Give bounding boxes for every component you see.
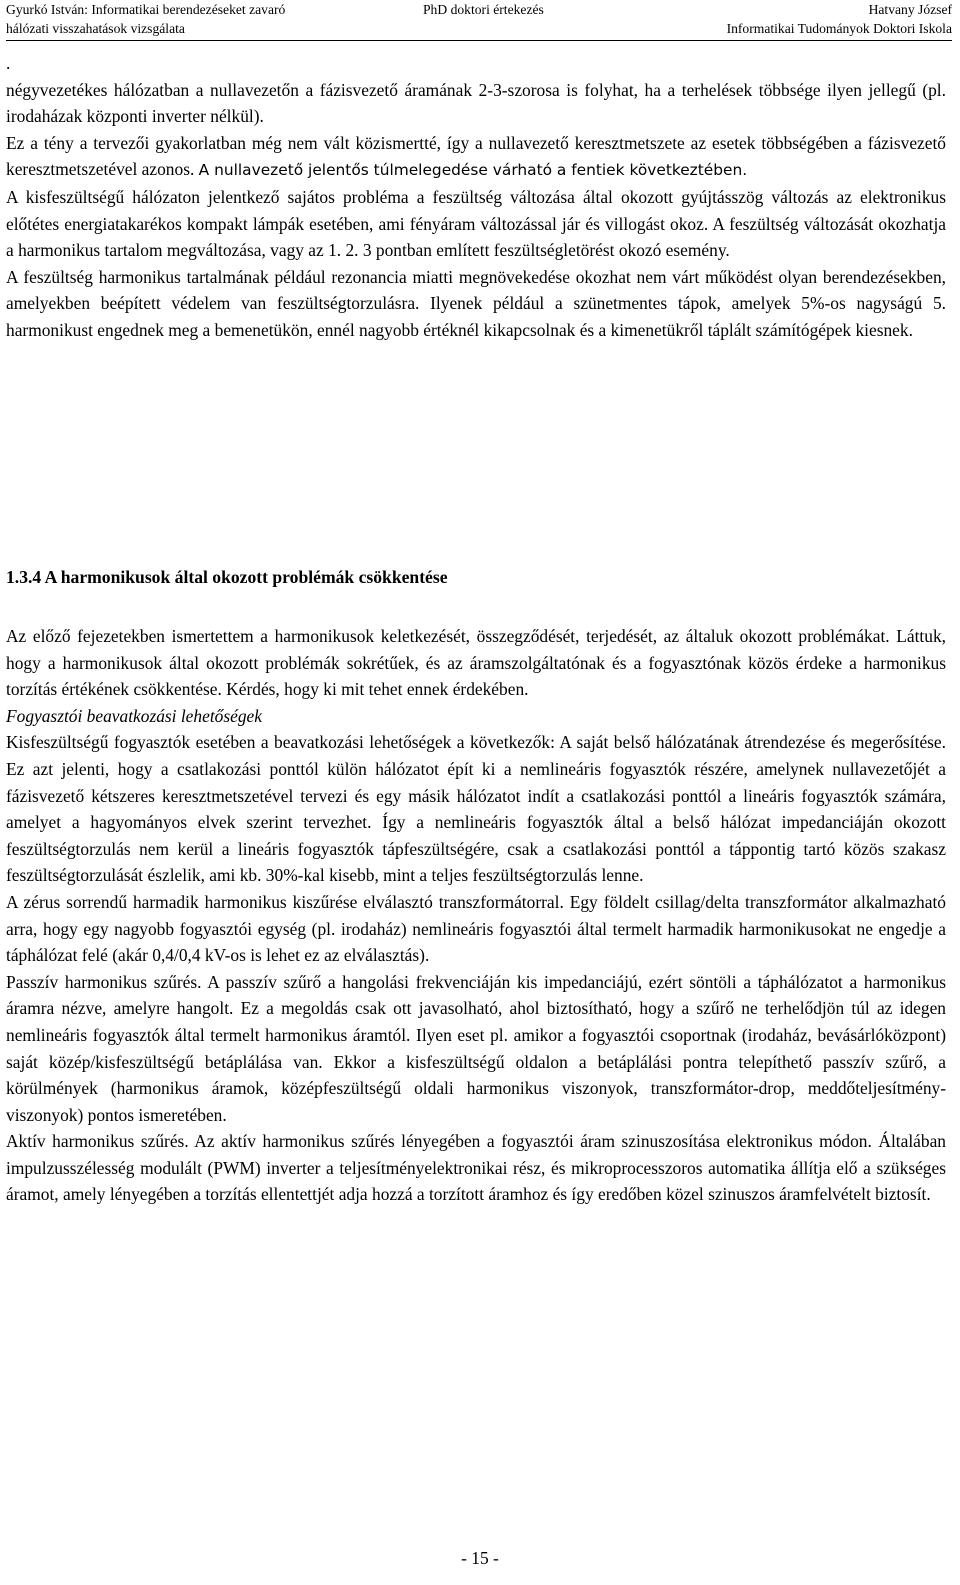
header-left-line2: hálózati visszahatások vizsgálata — [6, 21, 185, 36]
paragraph-neutral-cross-section-serif: Ez a tény a tervezői gyakorlatban még nem vált közismertté, így a nullavezető keresztmetszete az esetek többségében a fázisvezető keresztmetszetével azonos. — [6, 132, 946, 180]
leading-dot: . — [6, 53, 11, 73]
page-number: - 15 - — [461, 1548, 499, 1568]
paragraph-intro: Az előző fejezetekben ismertettem a harmonikusok keletkezését, összegződését, terjedését, az általuk okozott problémákat. Láttuk, hogy a harmonikusok által okozott problémák sokrétűek, és az áramszolgáltatónak és a fogyasztónak közös érdeke a harmonikus torzítás értékének csökkentése. Kérdés, hogy ki mit tehet ennek érdekében. — [6, 626, 946, 700]
header-right-line1: Hatvany József — [868, 2, 952, 17]
page-header — [6, 0, 952, 41]
paragraph-neutral-cross-section — [6, 130, 946, 184]
header-thesis-type — [423, 0, 544, 19]
header-middle: PhD doktori értekezés — [423, 2, 544, 17]
header-author-title — [6, 0, 285, 38]
paragraph-neutral-cross-section-sans: A nullavezető jelentős túlmelegedése várható a fentiek következtében. — [198, 161, 748, 180]
paragraph-neutral-current: négyvezetékes hálózatban a nullavezetőn a fázisvezető áramának 2-3-szorosa is folyhat, ha a terhelések többsége ilyen jellegű (pl. irodaházak központi inverter nélkül). — [6, 79, 946, 127]
paragraph-network-reorganization: Kisfeszültségű fogyasztók esetében a beavatkozási lehetőségek a következők: A saját belső hálózatának átrendezése és megerősítése. Ez azt jelenti, hogy a csatlakozási ponttól külön hálózatot épít ki a nemlineáris fogyasztók részére, amelynek nullavezetőjét a fázisvezető kétszeres keresztmetszetével tervezi és egy másik hálózatot indít a csatlakozási ponttól a lineáris fogyasztók számára, amelyet a hagyományos elvek szerint tervezhet. Így a nemlineáris fogyasztók által a belső hálózat impedanciáján okozott feszültségtorzulás nem kerül a lineáris fogyasztók tápfeszültségére, csak a csatlakozási ponttól a táppontig tartó közös szakasz feszültségtorzulását észlelik, ami kb. 30%-kal kisebb, mint a teljes feszültségtorzulás lenne. — [6, 732, 946, 886]
paragraph-flicker: A kisfeszültségű hálózaton jelentkező sajátos probléma a feszültség változása által okozott gyújtásszög változás az elektronikus előtétes energiatakarékos kompakt lámpák esetében, ami fényáram változással jár és villogást okoz. A feszültség változását okozhatja a harmonikus tartalom megváltozása, vagy az 1. 2. 3 pontban említett feszültségletörést okozó esemény. — [6, 186, 946, 261]
header-school — [727, 0, 952, 38]
paragraph-ups: A feszültség harmonikus tartalmának például rezonancia miatti megnövekedése okozhat nem várt működést olyan berendezésekben, amelyekben beépített védelem van feszültségtorzulásra. Ilyenek például a szünetmentes tápok, amelyek 5%-os nagyságú 5. harmonikust engednek meg a bemenetükön, ennél nagyobb értéknél kikapcsolnak és a kimenetükről táplált számítógépek kiesnek. — [6, 266, 946, 340]
header-left-line1: Gyurkó István: Informatikai berendezéseket zavaró — [6, 2, 286, 17]
paragraph-isolation-transformer: A zérus sorrendű harmadik harmonikus kiszűrése elválasztó transzformátorral. Egy földelt csillag/delta transzformátor alkalmazható arra, hogy egy nagyobb fogyasztói egység (pl. irodaház) nemlineáris fogyasztói által termelt harmadik harmonikusokat ne engedje a táphálózat felé (akár 0,4/0,4 kV-os is lehet ez az elválasztás). — [6, 891, 946, 966]
body-text-section — [6, 623, 946, 1208]
paragraph-passive-filter: Passzív harmonikus szűrés. A passzív szűrő a hangolási frekvenciáján kis impedanciájú, ezért söntöli a táphálózatot a harmonikus áramra nézve, amelyre hangolt. Ez a megoldás csak ott javasolható, ahol biztosítható, hogy a szűrő ne terhelődjön túl az idegen nemlineáris fogyasztók által termelt harmonikus áramtól. Ilyen eset pl. amikor a fogyasztói csoportnak (irodaház, bevásárlóközpont) saját közép/kisfeszültségű betáplálása van. Ekkor a kisfeszültségű oldalon a betáplálási pontra telepíthető passzív szűrő, a körülmények (harmonikus áramok, középfeszültségű oldali harmonikus viszonyok, transzformátor-drop, meddőteljesítmény-viszonyok) pontos ismeretében. — [6, 971, 946, 1125]
paragraph-active-filter: Aktív harmonikus szűrés. Az aktív harmonikus szűrés lényegében a fogyasztói áram szinuszosítása elektronikus módon. Általában impulzusszélesség modulált (PWM) inverter a teljesítményelektronikai rész, és mikroprocesszoros automatika állítja elő a szükséges áramot, amely lényegében a torzítás ellentettjét adja hozzá a torzított áramhoz és így eredőben közel szinuszos áramfelvételt biztosít. — [6, 1131, 946, 1205]
subheading-consumer-options: Fogyasztói beavatkozási lehetőségek — [6, 705, 262, 726]
body-text-top — [6, 50, 946, 344]
header-right-line2: Informatikai Tudományok Doktori Iskola — [726, 21, 952, 36]
section-heading: 1.3.4 A harmonikusok által okozott problémák csökkentése — [6, 567, 448, 587]
